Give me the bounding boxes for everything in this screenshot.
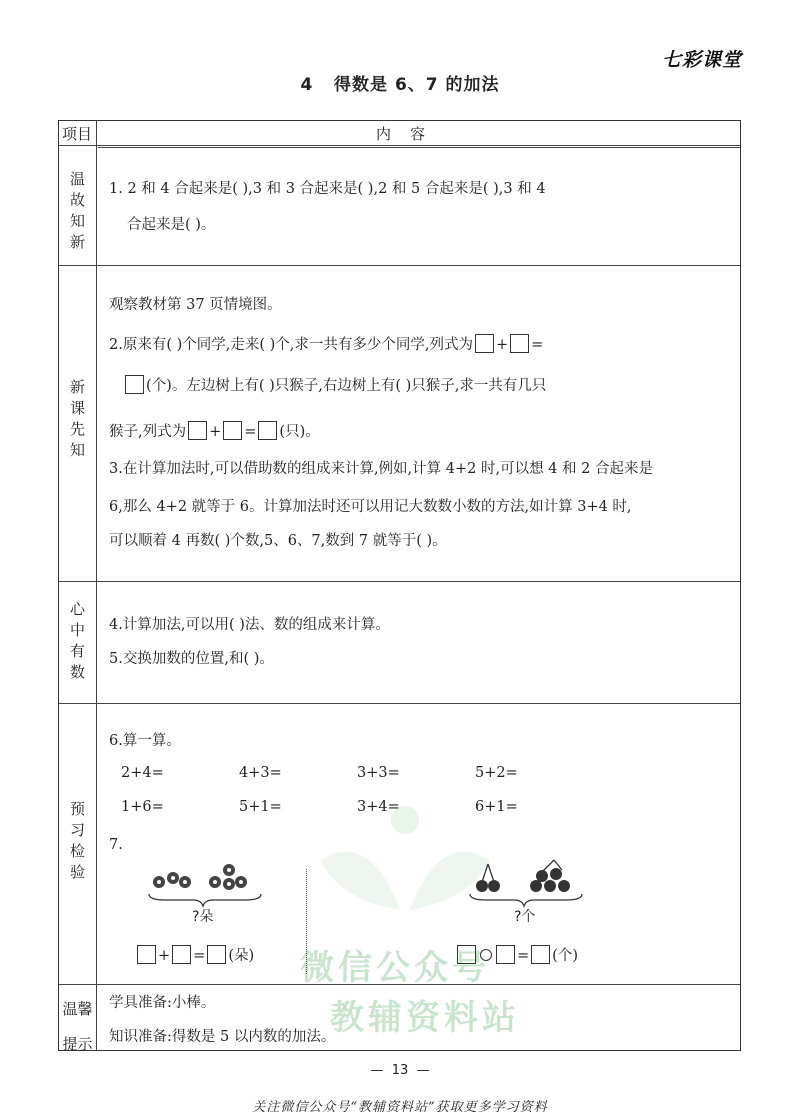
answer-box[interactable] [457,945,476,964]
q7-title: 7. [109,837,123,853]
equation: 1+6= [121,799,164,815]
equation: 5+2= [475,765,518,781]
q2-text-3b: (只)。 [279,424,320,440]
tip-tools: 学具准备:小棒。 [109,995,216,1011]
q4-line: 4.计算加法,可以用( )法、数的组成来计算。 [109,617,390,633]
answer-box[interactable] [223,421,242,440]
q2-text-2: (个)。左边树上有( )只猴子,右边树上有( )只猴子,求一共有几只 [146,378,547,394]
watermark-text: 微信公众号 [300,948,490,988]
section-label-preview: 新 课 先 知 [69,378,85,459]
q3-line1: 3.在计算加法时,可以借助数的组成来计算,例如,计算 4+2 时,可以想 4 和 2 合起来是 [109,461,653,477]
equation: 6+1= [475,799,518,815]
equation: 3+3= [357,765,400,781]
q2-text-3a: 猴子,列式为 [109,424,187,440]
column-divider [96,121,97,1050]
q7-left-equation [135,945,254,966]
plus-sign: + [158,948,171,964]
q2-line2 [123,375,546,396]
operator-circle[interactable] [480,949,492,961]
header-item: 项目 [62,125,93,143]
q2-line3 [109,421,320,442]
flowers-caption: ?朵 [192,909,214,925]
page-number: — 13 — [370,1063,430,1078]
row-divider [59,984,740,985]
q7-right-equation [455,945,578,966]
answer-box[interactable] [258,421,277,440]
q6-title: 6.算一算。 [109,733,181,749]
section-label-mind: 心 中 有 数 [69,600,85,681]
answer-box[interactable] [172,945,191,964]
flower-group-left [153,872,191,888]
answer-box[interactable] [531,945,550,964]
section-label-review: 温 故 知 新 [69,170,85,251]
header-content: 内 容 [375,125,426,143]
q2-line1 [109,334,543,355]
equation: 3+4= [357,799,400,815]
equals-sign: = [531,337,544,353]
answer-box[interactable] [496,945,515,964]
unit-flowers: (朵) [228,948,255,964]
row-divider-double [98,147,740,148]
answer-box[interactable] [125,375,144,394]
equals-sign: = [244,424,257,440]
equation: 4+3= [239,765,282,781]
equation: 5+1= [239,799,282,815]
footer-note: 关注微信公众号“教辅资料站”获取更多学习资料 [252,1100,548,1115]
equals-sign: = [517,948,530,964]
plus-sign: + [496,337,509,353]
page-title: 4 得数是 6、7 的加法 [300,75,500,95]
row-divider [59,265,740,266]
answer-box[interactable] [137,945,156,964]
brand-logo: 七彩课堂 [661,49,742,71]
worksheet-table [58,120,741,1051]
row-divider [59,145,740,146]
flower-group-right [209,864,247,890]
unit-items: (个) [552,948,578,964]
row-divider [59,703,740,704]
tip-knowledge: 知识准备:得数是 5 以内数的加法。 [109,1029,336,1045]
answer-box[interactable] [188,421,207,440]
watermark-text-2: 教辅资料站 [330,998,520,1038]
q2-text-1: 2.原来有( )个同学,走来( )个,求一共有多少个同学,列式为 [109,337,474,353]
q5-line: 5.交换加数的位置,和( )。 [109,651,274,667]
plus-sign: + [209,424,222,440]
q1-line1: 1. 2 和 4 合起来是( ),3 和 3 合起来是( ),2 和 5 合起来是( ),3 和 4 [109,181,546,197]
divider-dotted [306,869,307,974]
row-divider [59,581,740,582]
q3-line3: 可以顺着 4 再数( )个数,5、6、7,数到 7 就等于( )。 [109,533,447,549]
cherries-caption: ?个 [514,909,536,925]
answer-box[interactable] [510,334,529,353]
flowers-picture-icon [145,854,265,909]
section-label-tips: 温馨 提示 [62,1000,93,1053]
q1-line2: 合起来是( )。 [127,217,216,233]
cherries-picture-icon [466,854,586,909]
q3-line2: 6,那么 4+2 就等于 6。计算加法时还可以用记大数数小数的方法,如计算 3+4 时, [109,499,632,515]
section-label-check: 预 习 检 验 [69,800,85,881]
intro-line: 观察教材第 37 页情境图。 [109,297,282,313]
answer-box[interactable] [475,334,494,353]
equals-sign: = [193,948,206,964]
equation: 2+4= [121,765,164,781]
answer-box[interactable] [207,945,226,964]
